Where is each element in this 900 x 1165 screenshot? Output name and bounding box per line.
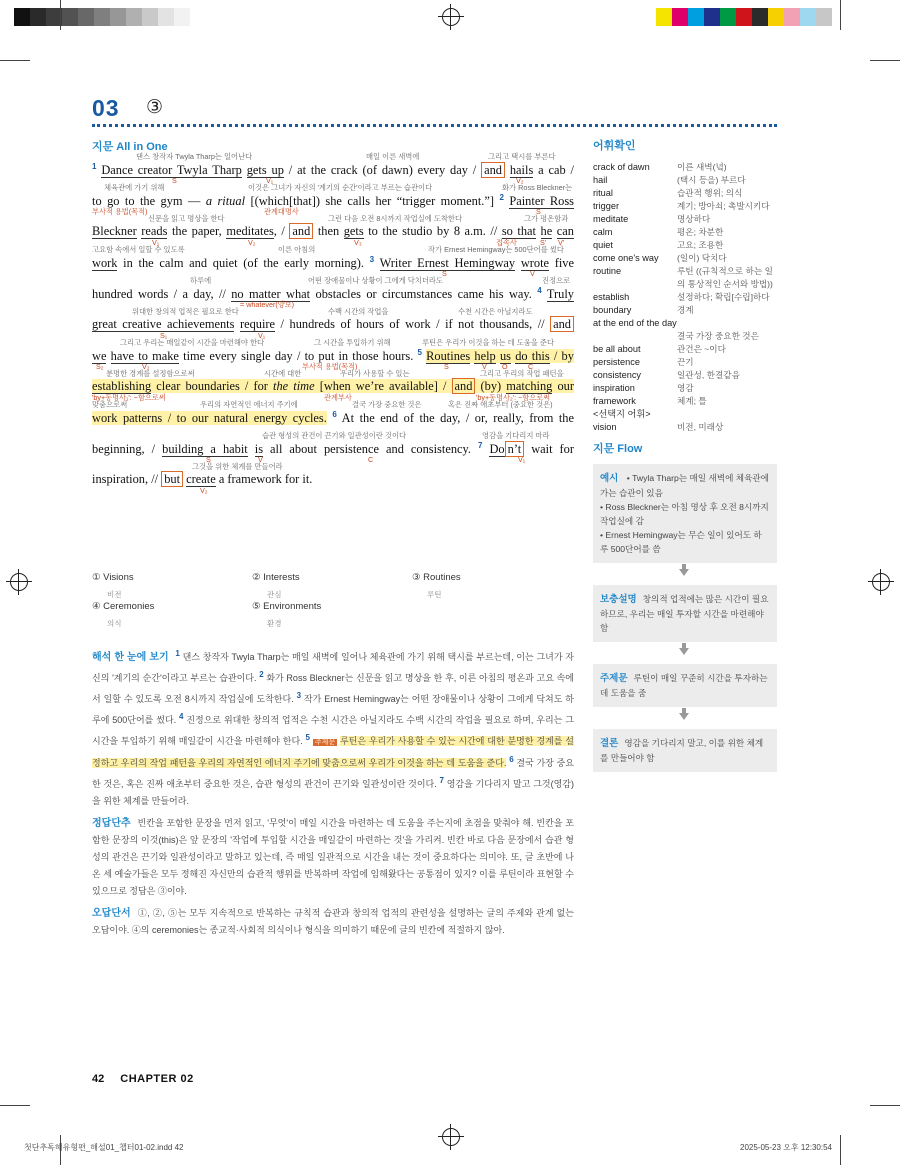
color-swatch — [784, 8, 800, 26]
color-swatch — [816, 8, 832, 26]
color-swatch — [158, 8, 174, 26]
vocab-term: inspiration — [593, 383, 635, 393]
vocab-item — [593, 174, 777, 187]
vocab-item — [593, 369, 777, 382]
vocabulary-title: 어휘확인 — [593, 140, 636, 152]
registration-mark-icon — [442, 8, 460, 26]
color-swatch — [78, 8, 94, 26]
vocab-meaning: 체계; 틀 — [677, 396, 707, 406]
passage-line: 하루에 어떤 장애물이나 상황이 그에게 닥치더라도 진정으로 hundred words / a day, // no matter what obstacles or circumstances came his way. $^4$ Truly = whatever(양보) — [92, 276, 574, 309]
file-slug: 첫단추독해유형편_해설01_챕터01-02.indd 42 — [24, 1143, 184, 1152]
passage-line: 그리고 우리는 매일같이 시간을 마련해야 한다 그 시간을 투입하기 위해 루틴은 우리가 이것을 하는 데 도움을 준다 we have to make time every single day / to put in those hours. $^5$ Routines help us do this / by S₂ V₂ 부사적 용법(목적) S V O C — [92, 338, 574, 371]
vocab-item — [593, 278, 777, 291]
color-swatch — [736, 8, 752, 26]
flow-arrow-icon — [593, 642, 777, 664]
crop-mark — [870, 1105, 900, 1106]
option-5: ⑤ Environments 환경 — [252, 601, 322, 628]
passage-line: 고요함 속에서 일할 수 있도록 이른 아침의 작가 Ernest Hemingway는 500단어를 썼다 work in the calm and quiet (of the early morning). $^3$ Writer Ernest Hemingway wrote five S V — [92, 245, 575, 278]
vocab-term: <선택지 어휘> — [593, 409, 651, 419]
vocab-meaning: (택시 등을) 부르다 — [677, 175, 746, 185]
vocab-item — [593, 421, 777, 434]
vocab-meaning: 습관적 행위; 의식 — [677, 188, 743, 198]
passage-section-title: 지문 All in One — [92, 141, 168, 153]
flow-example-box: 예시 • Twyla Tharp는 매일 새벽에 체육관에 가는 습관이 있음 • Ross Bleckner는 아침 명상 후 오전 8시까지 작업실에 감 • Ernest Hemingway는 무슨 일이 있어도 하루 500단어를 씀 — [593, 464, 777, 563]
gray-color-bar — [14, 8, 190, 26]
vocab-item — [593, 395, 777, 408]
option-2: ② Interests 관심 — [252, 572, 300, 599]
flow-panel — [593, 440, 777, 772]
crop-mark — [870, 60, 900, 61]
vocab-item — [593, 213, 777, 226]
vocab-meaning: 끈기 — [677, 357, 694, 367]
vocab-item — [593, 408, 777, 421]
flow-arrow-icon — [593, 707, 777, 729]
color-swatch — [656, 8, 672, 26]
color-swatch — [142, 8, 158, 26]
option-3: ③ Routines 루틴 — [412, 572, 461, 599]
vocab-meaning: 관건은 ~이다 — [677, 344, 726, 354]
color-swatch — [110, 8, 126, 26]
vocab-term — [593, 330, 677, 343]
translation-paragraph: 해석 한 눈에 보기 1 댄스 창작자 Twyla Tharp는 매일 새벽에 일어나 체육관에 가기 위해 택시를 부르는데, 이는 그녀가 자신의 '계기의 순간'이라고 부르는 습관이다. 2 화가 Ross Bleckner는 신문을 읽고 명상을 한 후, 이른 아침의 평온과 고요 속에서 일할 수 있도록 오전 8시까지 작업실에 도착한다. 3 작가 Ernest Hemingway는 어떤 장애물이나 상황이 그에게 닥쳐도 하루에 500단어를 썼다. 4 진정으로 위대한 창의적 업적은 수천 시간은 아닐지라도 수백 시간의 작업을 필요로 하며, 우리는 그 시간을 투입하기 위해 매일같이 시간을 마련해야 한다. 5 주제문 루틴은 우리가 사용할 수 있는 시간에 대한 분명한 경계를 설정하고 우리의 작업 패턴을 우리의 자연적인 에너지 주기에 맞춤으로써 우리가 이것을 하는 데 도움을 준다. 6 결국 가장 중요한 것은, 혹은 진짜 애초부터 중요한 것은, 습관 형성의 관건이 끈기와 일관성이란 것이다. 7 영감을 기다리지 말고 그것(영감)을 위한 체계를 만들어라. — [92, 649, 574, 806]
color-swatch — [94, 8, 110, 26]
question-answer: ③ — [146, 97, 164, 118]
crop-mark — [0, 1105, 30, 1106]
vocab-item — [593, 226, 777, 239]
registration-mark-icon — [10, 573, 28, 591]
option-4: ④ Ceremonies 의식 — [92, 601, 155, 628]
vocab-term: ritual — [593, 188, 613, 198]
vocab-meaning: 루틴 ((규칙적으로 하는 일 — [677, 266, 773, 276]
vocab-meaning: 고요; 조용한 — [677, 240, 724, 250]
vocab-meaning: 의 통상적인 순서와 방법)) — [677, 279, 773, 289]
explanation-block — [92, 645, 574, 944]
vocab-item — [593, 343, 777, 356]
vocab-term: trigger — [593, 201, 620, 211]
vocab-item — [593, 382, 777, 395]
crop-mark — [840, 1135, 841, 1165]
vocab-item — [593, 265, 777, 278]
vocab-item — [593, 239, 777, 252]
vocab-meaning: 결국 가장 중요한 것은 — [677, 331, 759, 341]
answer-explanation: 정답단추 빈칸을 포함한 문장을 먼저 읽고, '무엇'이 매일 시간을 마련하는 데 도움을 주는지에 초점을 맞춰야 해. 빈칸을 포함한 문장의 이것(this)은 앞 문장의 '작업에 투입할 시간을 매일같이 마련하는 것'을 가리켜. 빈칸 바로 다음 문장에서 습관 형성의 관건은 끈기와 일관성이라고 말하고 있는데, 즉 매일 일관적으로 시간을 내는 것이 중요하다는 의미야. 또, 글 초반에 나온 세 예술가들은 모두 정해진 자신만의 습관적 행위를 반복하며 작업에 임해왔다는 공통점이 있지? 이를 루틴이라 표현할 수 있으므로 정답은 ③이야. — [92, 818, 574, 896]
page-footer: 42 CHAPTER 02 — [92, 1073, 194, 1085]
vocab-term: crack of dawn — [593, 162, 650, 172]
vocab-meaning: (일이) 닥치다 — [677, 253, 727, 263]
color-swatch — [672, 8, 688, 26]
vocab-meaning: 영감 — [677, 383, 694, 393]
vocab-term: boundary — [593, 305, 632, 315]
vocab-item — [593, 291, 777, 304]
vocab-item — [593, 200, 777, 213]
vocab-item — [593, 161, 777, 174]
wrong-answer-explanation: 오답단서 ①, ②, ⑤는 모두 지속적으로 반복하는 규칙적 습관과 창의적 업적의 관련성을 설명하는 글의 주제와 관계 없는 오답이야. ④의 ceremonies는 종교적·사회적 의식이나 형식을 의미하기 때문에 글의 빈칸에 적절하지 않아. — [92, 908, 574, 935]
flow-conclusion-box: 결론 영감을 기다리지 말고, 이를 위한 체계를 만들어야 함 — [593, 729, 777, 772]
crop-mark — [60, 0, 61, 30]
flow-topic-box: 주제문 루틴이 매일 꾸준히 시간을 투자하는 데 도움을 줌 — [593, 664, 777, 707]
vocab-meaning: 일관성, 한결같음 — [677, 370, 740, 380]
flow-title: 지문 Flow — [593, 443, 643, 455]
color-swatch — [62, 8, 78, 26]
vocab-term: be all about — [593, 344, 641, 354]
vocab-term: framework — [593, 396, 636, 406]
passage-line: 체육관에 가기 위해 이것은 그녀가 자신의 '계기의 순간'이라고 부르는 습관이다 화가 Ross Bleckner는 to go to the gym — a ritual [(which[that]) she calls her “trigger moment.”] $^2$ Painter Ross 부사적 용법(목적) 관계대명사 S — [92, 183, 574, 216]
flow-arrow-icon — [593, 563, 777, 585]
color-swatch — [14, 8, 30, 26]
vocab-term: come one's way — [593, 253, 659, 263]
vocab-item — [593, 304, 777, 317]
crop-mark — [840, 0, 841, 30]
flow-support-box: 보충설명 창의적 업적에는 많은 시간이 필요하므로, 우리는 매일 투자할 시간을 마련해야 함 — [593, 585, 777, 642]
vocab-meaning: 평온; 차분한 — [677, 227, 724, 237]
vocab-term: meditate — [593, 214, 629, 224]
passage-line: 댄스 창작자 Twyla Tharp는 일어난다 매일 이른 새벽에 그리고 택시를 부른다 $^1$ Dance creator Twyla Tharp gets up / at the crack (of dawn) every day / and hails a cab / S V₁ V₂ — [92, 152, 574, 185]
question-number: 03 — [92, 95, 120, 121]
vocab-meaning: 이른 새벽(녘) — [677, 162, 727, 172]
vocab-meaning: 계기; 방아쇠; 촉발시키다 — [677, 201, 770, 211]
vocab-item — [593, 330, 777, 343]
crop-mark — [0, 60, 30, 61]
vocab-term: consistency — [593, 370, 642, 380]
vocab-term: calm — [593, 227, 613, 237]
vocab-meaning: 명상하다 — [677, 214, 711, 224]
vocab-term: routine — [593, 266, 622, 276]
vocab-item — [593, 252, 777, 265]
vocab-term: quiet — [593, 240, 613, 250]
vocab-term: establish — [593, 292, 630, 302]
color-swatch — [704, 8, 720, 26]
registration-mark-icon — [442, 1128, 460, 1146]
process-color-bar — [656, 8, 832, 26]
color-swatch — [800, 8, 816, 26]
vocab-term — [593, 278, 677, 291]
registration-mark-icon — [872, 573, 890, 591]
vocab-meaning: 경계 — [677, 305, 694, 315]
vocab-item — [593, 187, 777, 200]
topic-sentence-badge: 주제문 — [314, 739, 336, 746]
passage-line: 신문을 읽고 명상을 한다 그런 다음 오전 8시까지 작업실에 도착한다 그가 평온함과 Bleckner reads the paper, meditates, / and then gets to the studio by 8 a.m. // so that he can V₁ V₂ V₃ 접속사 S' V' — [92, 214, 574, 247]
passage-line: 위대한 창의적 업적은 필요로 한다 수백 시간의 작업을 수천 시간은 아닐지라도 great creative achievements require / hundreds of hours of work / if not thousands, // and S₁ V₁ — [92, 307, 574, 338]
color-swatch — [752, 8, 768, 26]
dotted-divider — [92, 124, 777, 127]
vocab-term: persistence — [593, 357, 640, 367]
passage-line: 분명한 경계를 설정함으로써 시간에 대한 우리가 사용할 수 있는 그리고 우리의 작업 패턴을 establishing clear boundaries / for the time [when we’re available] / and (by) matching our 'by+동명사₁': ~함으로써 관계부사 'by+동명사₂': ~함으로써 — [92, 369, 574, 402]
vocab-item — [593, 356, 777, 369]
annotated-passage — [92, 152, 574, 493]
color-swatch — [768, 8, 784, 26]
vocab-meaning: 비전, 미래상 — [677, 422, 724, 432]
option-1: ① Visions 비전 — [92, 572, 134, 599]
vocab-term: vision — [593, 422, 617, 432]
vocab-term: hail — [593, 175, 608, 185]
color-swatch — [720, 8, 736, 26]
color-swatch — [688, 8, 704, 26]
vocab-item — [593, 317, 777, 330]
passage-line: 맞춤으로써 우리의 자연적인 에너지 주기에 결국 가장 중요한 것은 혹은 진짜 애초부터 (중요한 것은) work patterns / to our natural energy cycles. $^6$ At the end of the day, / or, really, from the — [92, 400, 574, 426]
passage-line: 그것을 위한 체계를 만들어라 inspiration, // but create a framework for it. V₂ — [92, 462, 313, 495]
color-swatch — [126, 8, 142, 26]
vocabulary-panel — [593, 137, 777, 434]
passage-line: 습관 형성의 관건이 끈기와 일관성이란 것이다 영감을 기다리지 마라 beginning, / building a habit is all about persistence and consistency. $^7$ Do n’t wait for S V C V₁ — [92, 431, 574, 464]
date-slug: 2025-05-23 오후 12:30:54 — [740, 1143, 832, 1152]
color-swatch — [174, 8, 190, 26]
color-swatch — [30, 8, 46, 26]
vocab-meaning: 설정하다; 확립[수립]하다 — [677, 292, 770, 302]
vocab-meaning — [677, 408, 777, 421]
vocab-term: at the end of the day — [593, 318, 677, 328]
